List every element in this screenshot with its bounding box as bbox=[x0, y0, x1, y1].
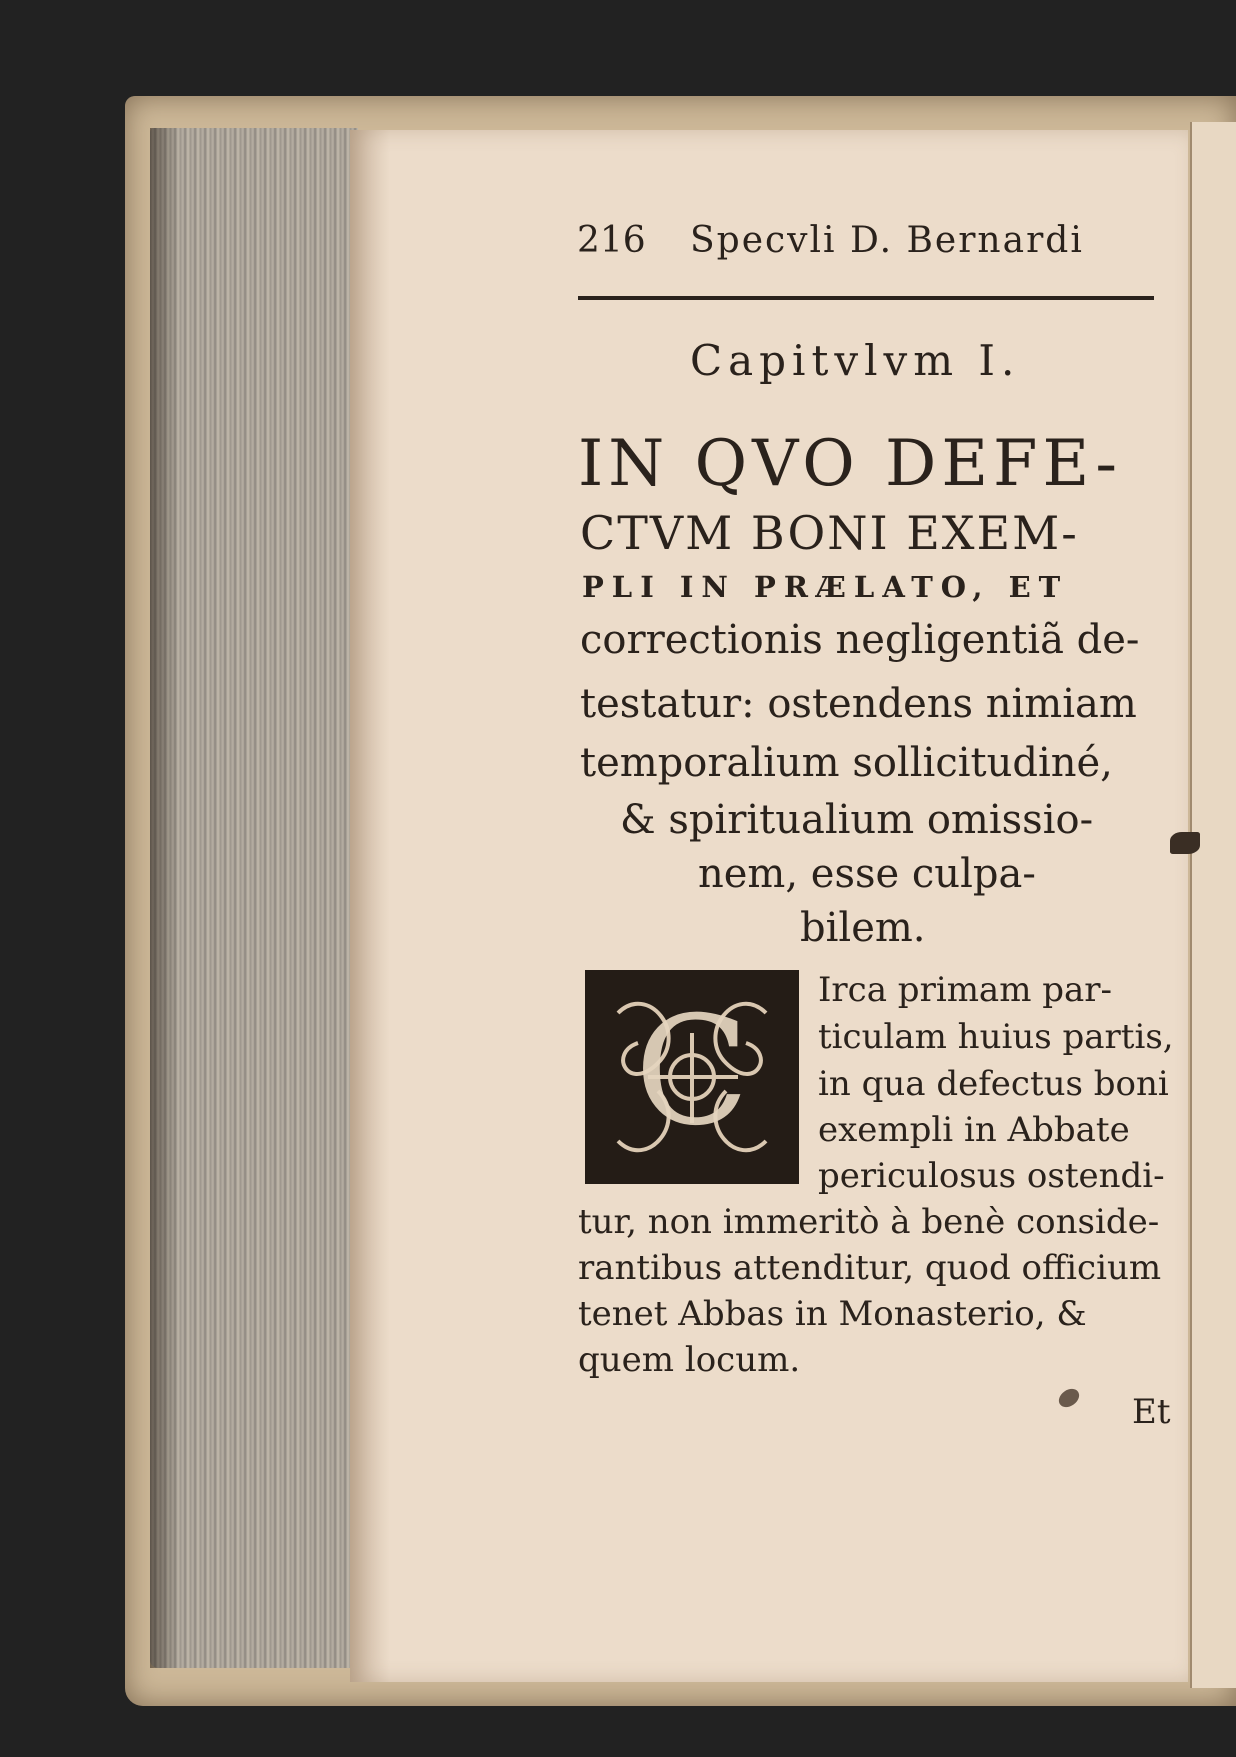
summary-line: bilem. bbox=[800, 905, 926, 951]
summary-line: & spiritualium omissio- bbox=[620, 797, 1094, 843]
page-edges-shadow bbox=[150, 128, 180, 1668]
body-line: rantibus attenditur, quod officium bbox=[578, 1248, 1162, 1288]
summary-line: testatur: ostendens nimiam bbox=[580, 681, 1137, 727]
body-line: in qua defectus boni bbox=[818, 1064, 1169, 1104]
facing-page-edge bbox=[1190, 122, 1236, 1688]
summary-line: nem, esse culpa- bbox=[698, 851, 1036, 897]
body-line: ticulam huius partis, bbox=[818, 1017, 1174, 1057]
chapter-heading: Capitvlvm I. bbox=[690, 336, 1021, 385]
decorated-initial bbox=[585, 970, 799, 1184]
body-line: tenet Abbas in Monasterio, & bbox=[578, 1294, 1087, 1334]
summary-line: CTVM BONI EXEM- bbox=[580, 506, 1079, 560]
header-rule bbox=[578, 296, 1154, 300]
ornament-icon bbox=[588, 973, 796, 1181]
page-gutter-shadow bbox=[350, 130, 390, 1682]
summary-line: PLI IN PRÆLATO, ET bbox=[582, 570, 1069, 604]
body-line: periculosus ostendi- bbox=[818, 1156, 1165, 1196]
body-line: tur, non immeritò à benè conside- bbox=[578, 1202, 1160, 1242]
body-line: Irca primam par- bbox=[818, 970, 1113, 1010]
running-header bbox=[577, 220, 1137, 270]
running-head-title: Specvli D. Bernardi bbox=[690, 220, 1084, 261]
catchword: Et bbox=[1132, 1392, 1171, 1432]
summary-line: IN QVO DEFE- bbox=[578, 427, 1122, 501]
summary-line: temporalium sollicitudiné, bbox=[580, 740, 1113, 786]
page-clip bbox=[1170, 832, 1200, 854]
body-line: exempli in Abbate bbox=[818, 1110, 1130, 1150]
body-line: quem locum. bbox=[578, 1340, 801, 1380]
drop-cap-letter: C bbox=[634, 985, 750, 1159]
summary-line: correctionis negligentiã de- bbox=[580, 617, 1140, 663]
page-edges bbox=[150, 128, 358, 1668]
page-number: 216 bbox=[577, 220, 646, 261]
